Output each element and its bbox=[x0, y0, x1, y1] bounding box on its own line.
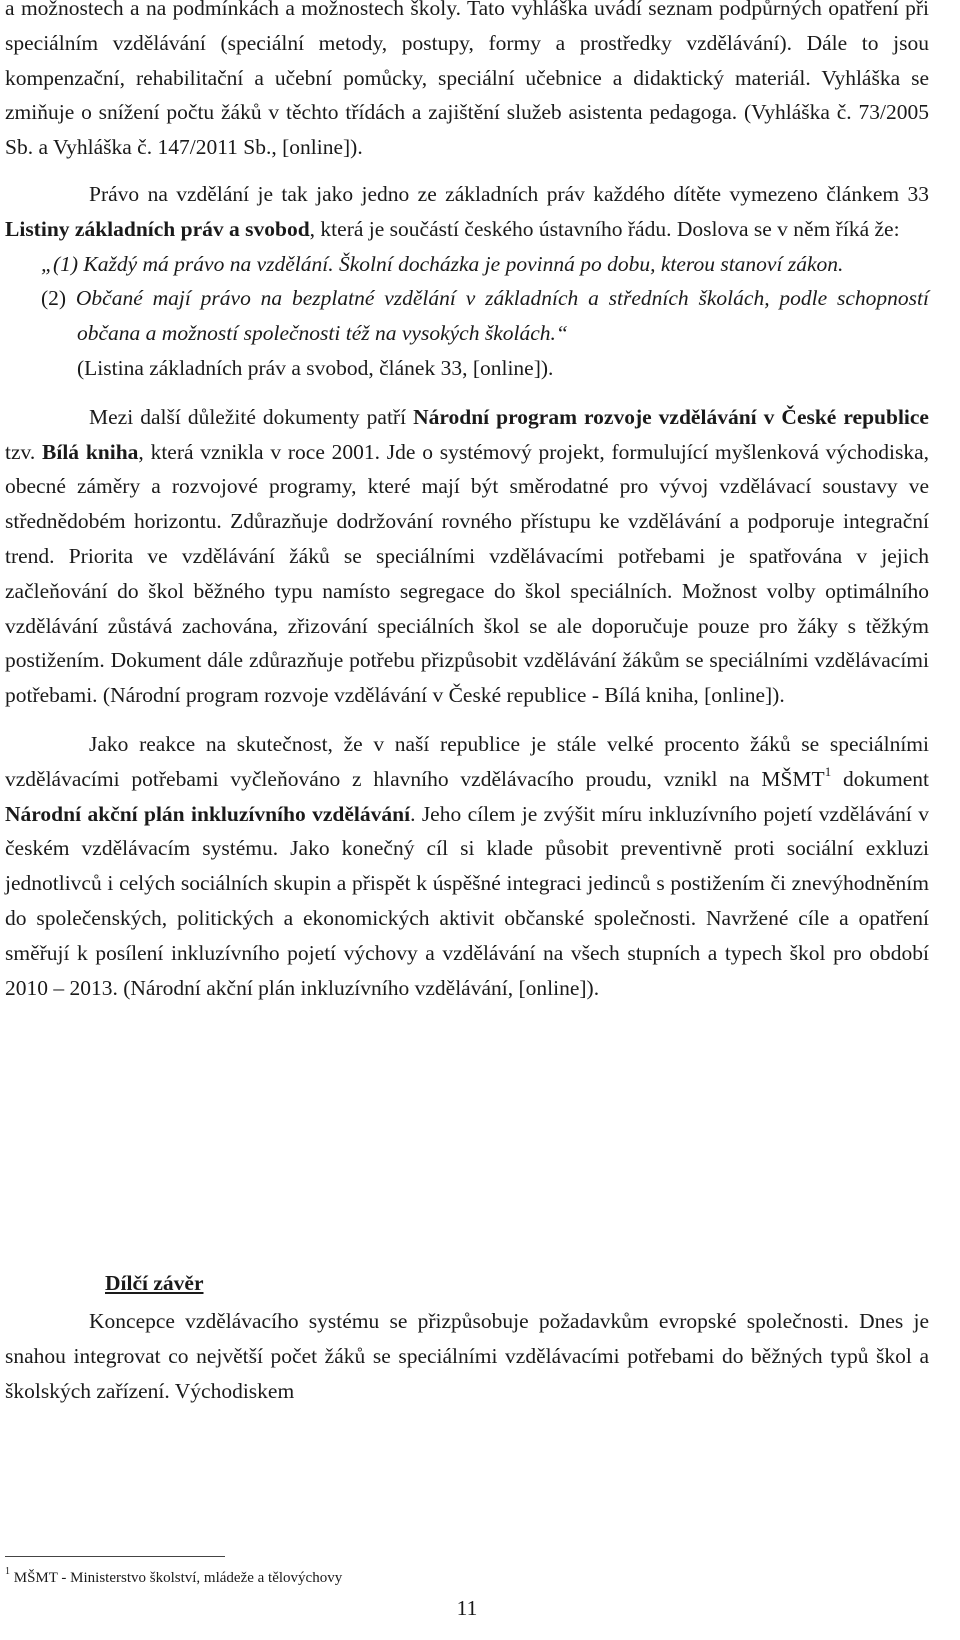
body-text-top bbox=[5, 0, 929, 1005]
section-heading: Dílčí závěr bbox=[105, 1271, 204, 1295]
white-book-title: Bílá kniha bbox=[42, 439, 139, 464]
charter-quote bbox=[5, 247, 929, 386]
document-page bbox=[5, 0, 929, 1640]
quote-item-2: (2) Občané mají právo na bezplatné vzdělání v základních a středních školách, podle schopností občana a možností společnosti též na vysokých školách.“ bbox=[41, 286, 929, 346]
page-number: 11 bbox=[456, 1596, 478, 1620]
paragraph-white-book: Mezi další důležité dokumenty patří Národní program rozvoje vzdělávání v České republice tzv. Bílá kniha, která vznikla v roce 2001. Jde o systémový projekt, formulující myšlenková východiska, obecné záměry a rozvojové programy, které mají být směrodatné pro vývoj vzdělávací soustavy ve střednědobém horizontu. Zdůrazňuje dodržování rovného přístupu ke vzdělávání a podporuje integrační trend. Priorita ve vzdělávání žáků se speciálními vzdělávacími potřebami je spatřována v jejich začleňování do škol běžného typu namísto segregace do škol speciálních. Možnost volby optimálního vzdělávání zůstává zachována, zřizování speciálních škol se ale doporučuje pouze pro žáky s těžkým postižením. Dokument dále zdůrazňuje potřebu přizpůsobit vzdělávání žákům se speciálními vzdělávacími potřebami. (Národní program rozvoje vzdělávání v České republice - Bílá kniha, [online]). bbox=[5, 404, 929, 708]
quote-source: (Listina základních práv a svobod, článek 33, [online]). bbox=[77, 355, 554, 380]
paragraph-conclusion: Koncepce vzdělávacího systému se přizpůsobuje požadavkům evropské společnosti. Dnes je snahou integrovat co největší počet žáků se speciálními vzdělávacími potřebami do běžných typů škol a školských zařízení. Východiskem bbox=[5, 1309, 929, 1403]
quote-item-1: „(1) Každý má právo na vzdělání. Školní docházka je povinná po dobu, kterou stanoví zákon. bbox=[41, 251, 844, 276]
program-title: Národní program rozvoje vzdělávání v České republice bbox=[413, 404, 929, 429]
body-text-bottom bbox=[5, 1304, 929, 1408]
footnote: $^1$ MŠMT - Ministerstvo školství, mládeže a tělovýchovy bbox=[5, 1566, 343, 1586]
action-plan-title: Národní akční plán inkluzívního vzdělávání bbox=[5, 801, 411, 826]
paragraph-action-plan: Jako reakce na skutečnost, že v naší republice je stále velké procento žáků se speciálními vzdělávacími potřebami vyčleňováno z hlavního vzdělávacího proudu, vznikl na MŠMT$^1$ dokument Národní akční plán inkluzívního vzdělávání. Jeho cílem je zvýšit míru inkluzívního pojetí vzdělávání v českém vzdělávacím systému. Jako konečný cíl si klade působit preventivně proti sociální exkluzi jednotlivců i celých sociálních skupin a přispět k úspěšné integraci jedinců s postižením či znevýhodněním do společenských, politických a ekonomických aktivit občanské společnosti. Navržené cíle a opatření směřují k posílení inkluzívního pojetí výchovy a vzdělávání na všech stupních a typech škol pro období 2010 – 2013. (Národní akční plán inkluzívního vzdělávání, [online]). bbox=[5, 731, 929, 1000]
footnote-reference: 1 bbox=[824, 763, 832, 779]
charter-title: Listiny základních práv a svobod bbox=[5, 216, 310, 241]
footnote-mark: 1 bbox=[5, 1566, 10, 1577]
footnote-separator bbox=[5, 1556, 225, 1557]
paragraph-right-to-education: Právo na vzdělání je tak jako jedno ze základních práv každého dítěte vymezeno článkem 33 Listiny základních práv a svobod, která je součástí českého ústavního řádu. Doslova se v něm říká že: bbox=[5, 181, 929, 241]
paragraph-decree: a možnostech a na podmínkách a možnostech školy. Tato vyhláška uvádí seznam podpůrných opatření při speciálním vzdělávání (speciální metody, postupy, formy a prostředky vzdělávání). Dále to jsou kompenzační, rehabilitační a učební pomůcky, speciální učebnice a didaktický materiál. Vyhláška se zmiňuje o snížení počtu žáků v těchto třídách a zajištění služeb asistenta pedagoga. (Vyhláška č. 73/2005 Sb. a Vyhláška č. 147/2011 Sb., [online]). bbox=[5, 0, 929, 160]
